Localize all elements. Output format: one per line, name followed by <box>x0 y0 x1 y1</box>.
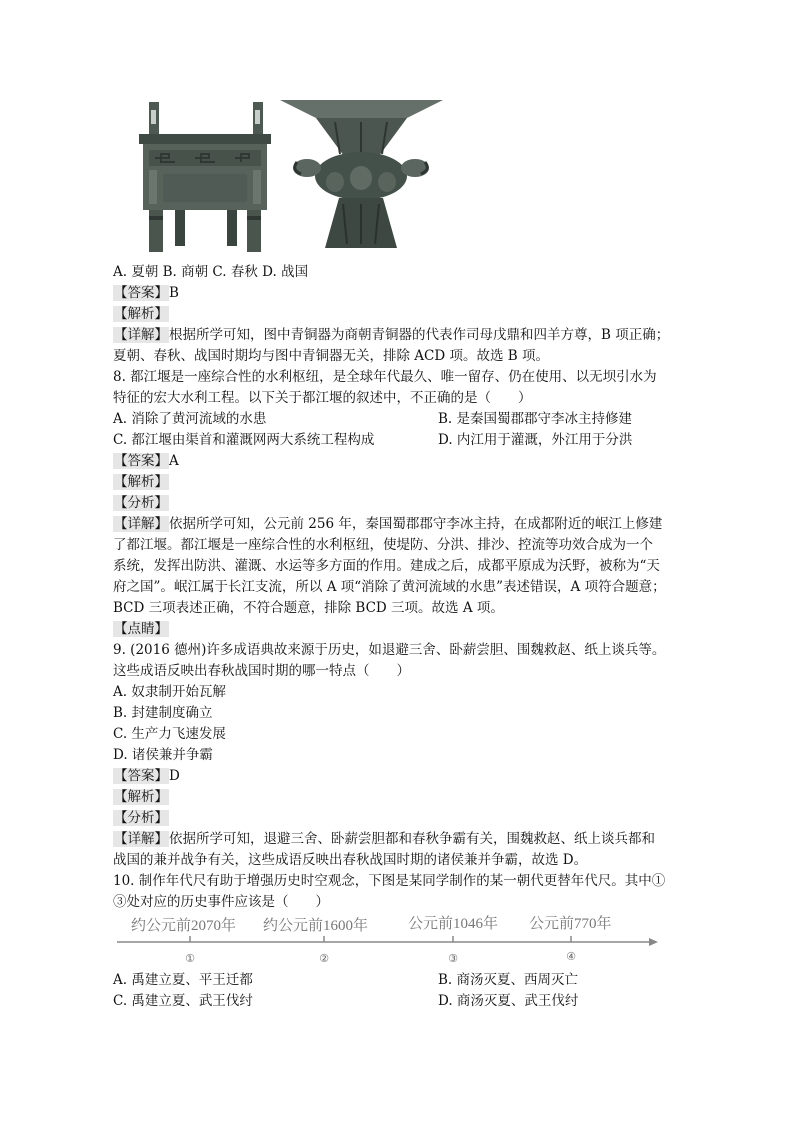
q8-option-d: D. 内江用于灌溉，外江用于分洪 <box>438 432 633 448</box>
analysis-tag: 【解析】 <box>114 306 168 322</box>
q7-answer: B <box>169 285 179 301</box>
q8-detail-line-5: BCD 三项表述正确，不符合题意，排除 BCD 三项。故选 A 项。 <box>113 600 504 616</box>
q8-detail-line-1 <box>113 514 662 535</box>
timeline-arrow-icon <box>649 938 658 946</box>
q9-option-d: D. 诸侯兼并争霸 <box>113 747 213 763</box>
q8-answer: A <box>169 453 179 469</box>
q8-answer-line <box>113 451 179 472</box>
q8-option-c: C. 都江堰由渠首和灌溉网两大系统工程构成 <box>113 432 375 448</box>
detail-tag: 【详解】 <box>114 831 168 847</box>
q8-option-b: B. 是秦国蜀郡郡守李冰主持修建 <box>438 411 633 427</box>
timeline-label-4: 公元前770年 <box>529 916 612 932</box>
q10-option-b: B. 商汤灭夏、西周灭亡 <box>438 972 579 988</box>
q8-detail-line-2: 了都江堰。都江堰是一座综合性的水利枢纽，使堤防、分洪、排沙、控流等功效合成为一个 <box>113 537 653 553</box>
timeline-label-2: 约公元前1600年 <box>263 918 369 934</box>
q9-option-b: B. 封建制度确立 <box>113 705 213 721</box>
timeline-mark-1: ① <box>185 952 195 965</box>
simuwu-ding-image <box>139 102 271 252</box>
q10-option-d: D. 商汤灭夏、武王伐纣 <box>438 993 579 1009</box>
q9-analysis-line <box>113 787 169 808</box>
q9-option-c: C. 生产力飞速发展 <box>113 726 226 742</box>
q10-stem-line-2: ③处对应的历史事件应该是（ ） <box>113 894 329 910</box>
q9-detail-line-2: 战国的兼并战争有关，这些成语反映出春秋战国时期的诸侯兼并争霸，故选 D。 <box>113 852 588 868</box>
analysis-tag: 【解析】 <box>114 474 168 490</box>
detail-tag: 【详解】 <box>114 327 168 343</box>
timeline-mark-3: ③ <box>448 952 458 965</box>
q7-detail-line-1 <box>113 325 669 346</box>
timeline-mark-4: ④ <box>566 950 576 963</box>
q10-option-a: A. 禹建立夏、平王迁都 <box>113 972 253 988</box>
q9-stem-line-1: 9. (2016 德州)许多成语典故来源于历史，如退避三舍、卧薪尝胆、围魏救赵、纸上谈兵等。 <box>113 642 666 658</box>
q8-stem-line-2: 特征的宏大水利工程。以下关于都江堰的叙述中，不正确的是（ ） <box>113 390 532 406</box>
dianjing-tag: 【点睛】 <box>114 621 168 637</box>
fenxi-tag: 【分析】 <box>114 495 168 511</box>
fenxi-tag: 【分析】 <box>114 810 168 826</box>
q9-answer-line <box>113 766 180 787</box>
timeline-label-1: 约公元前2070年 <box>131 918 237 934</box>
q10-option-c: C. 禹建立夏、武王伐纣 <box>113 993 253 1009</box>
analysis-tag: 【解析】 <box>114 789 168 805</box>
q8-analysis-line <box>113 472 169 493</box>
q8-option-a: A. 消除了黄河流域的水患 <box>113 411 267 427</box>
q10-stem-line-1: 10. 制作年代尺有助于增强历史时空观念，下图是某同学制作的某一朝代更替年代尺。其中① <box>113 873 666 889</box>
q7-detail-line-2: 夏朝、春秋、战国时期均与图中青铜器无关，排除 ACD 项。故选 B 项。 <box>113 348 549 364</box>
timeline-label-3: 公元前1046年 <box>408 916 499 932</box>
q7-analysis-line <box>113 304 169 325</box>
detail-tag: 【详解】 <box>114 516 168 532</box>
q8-detail-text-1: 依据所学可知，公元前 256 年，秦国蜀郡郡守李冰主持，在成都附近的岷江上修建 <box>169 516 663 532</box>
q9-detail-line-1 <box>113 829 655 850</box>
q9-fenxi-line <box>113 808 169 829</box>
four-ram-zun-image <box>280 100 443 248</box>
answer-tag: 【答案】 <box>114 768 168 784</box>
bronze-artifacts-image <box>135 98 445 258</box>
q7-answer-line <box>113 283 179 304</box>
q9-option-a: A. 奴隶制开始瓦解 <box>113 684 226 700</box>
q7-options: A. 夏朝 B. 商朝 C. 春秋 D. 战国 <box>113 264 309 280</box>
q8-dianjing-line <box>113 619 169 640</box>
q8-detail-line-4: 府之国”。岷江属于长江支流，所以 A 项“消除了黄河流域的水患”表述错误，A 项符合题意； <box>113 579 666 595</box>
q8-stem-line-1: 8. 都江堰是一座综合性的水利枢纽，是全球年代最久、唯一留存、仍在使用、以无坝引水为 <box>113 369 657 385</box>
answer-tag: 【答案】 <box>114 285 168 301</box>
q9-stem-line-2: 这些成语反映出春秋战国时期的哪一特点（ ） <box>113 663 410 679</box>
q8-fenxi-line <box>113 493 169 514</box>
answer-tag: 【答案】 <box>114 453 168 469</box>
q7-detail-text-1: 根据所学可知，图中青铜器为商朝青铜器的代表作司母戊鼎和四羊方尊，B 项正确； <box>169 327 670 343</box>
q8-detail-line-3: 系统，发挥出防洪、灌溉、水运等多方面的作用。建成之后，成都平原成为沃野，被称为“天 <box>113 558 660 574</box>
timeline-mark-2: ② <box>319 952 329 965</box>
dynasty-timeline <box>113 908 658 968</box>
q9-detail-text-1: 依据所学可知，退避三舍、卧薪尝胆都和春秋争霸有关，围魏救赵、纸上谈兵都和 <box>169 831 655 847</box>
q9-answer: D <box>169 768 180 784</box>
